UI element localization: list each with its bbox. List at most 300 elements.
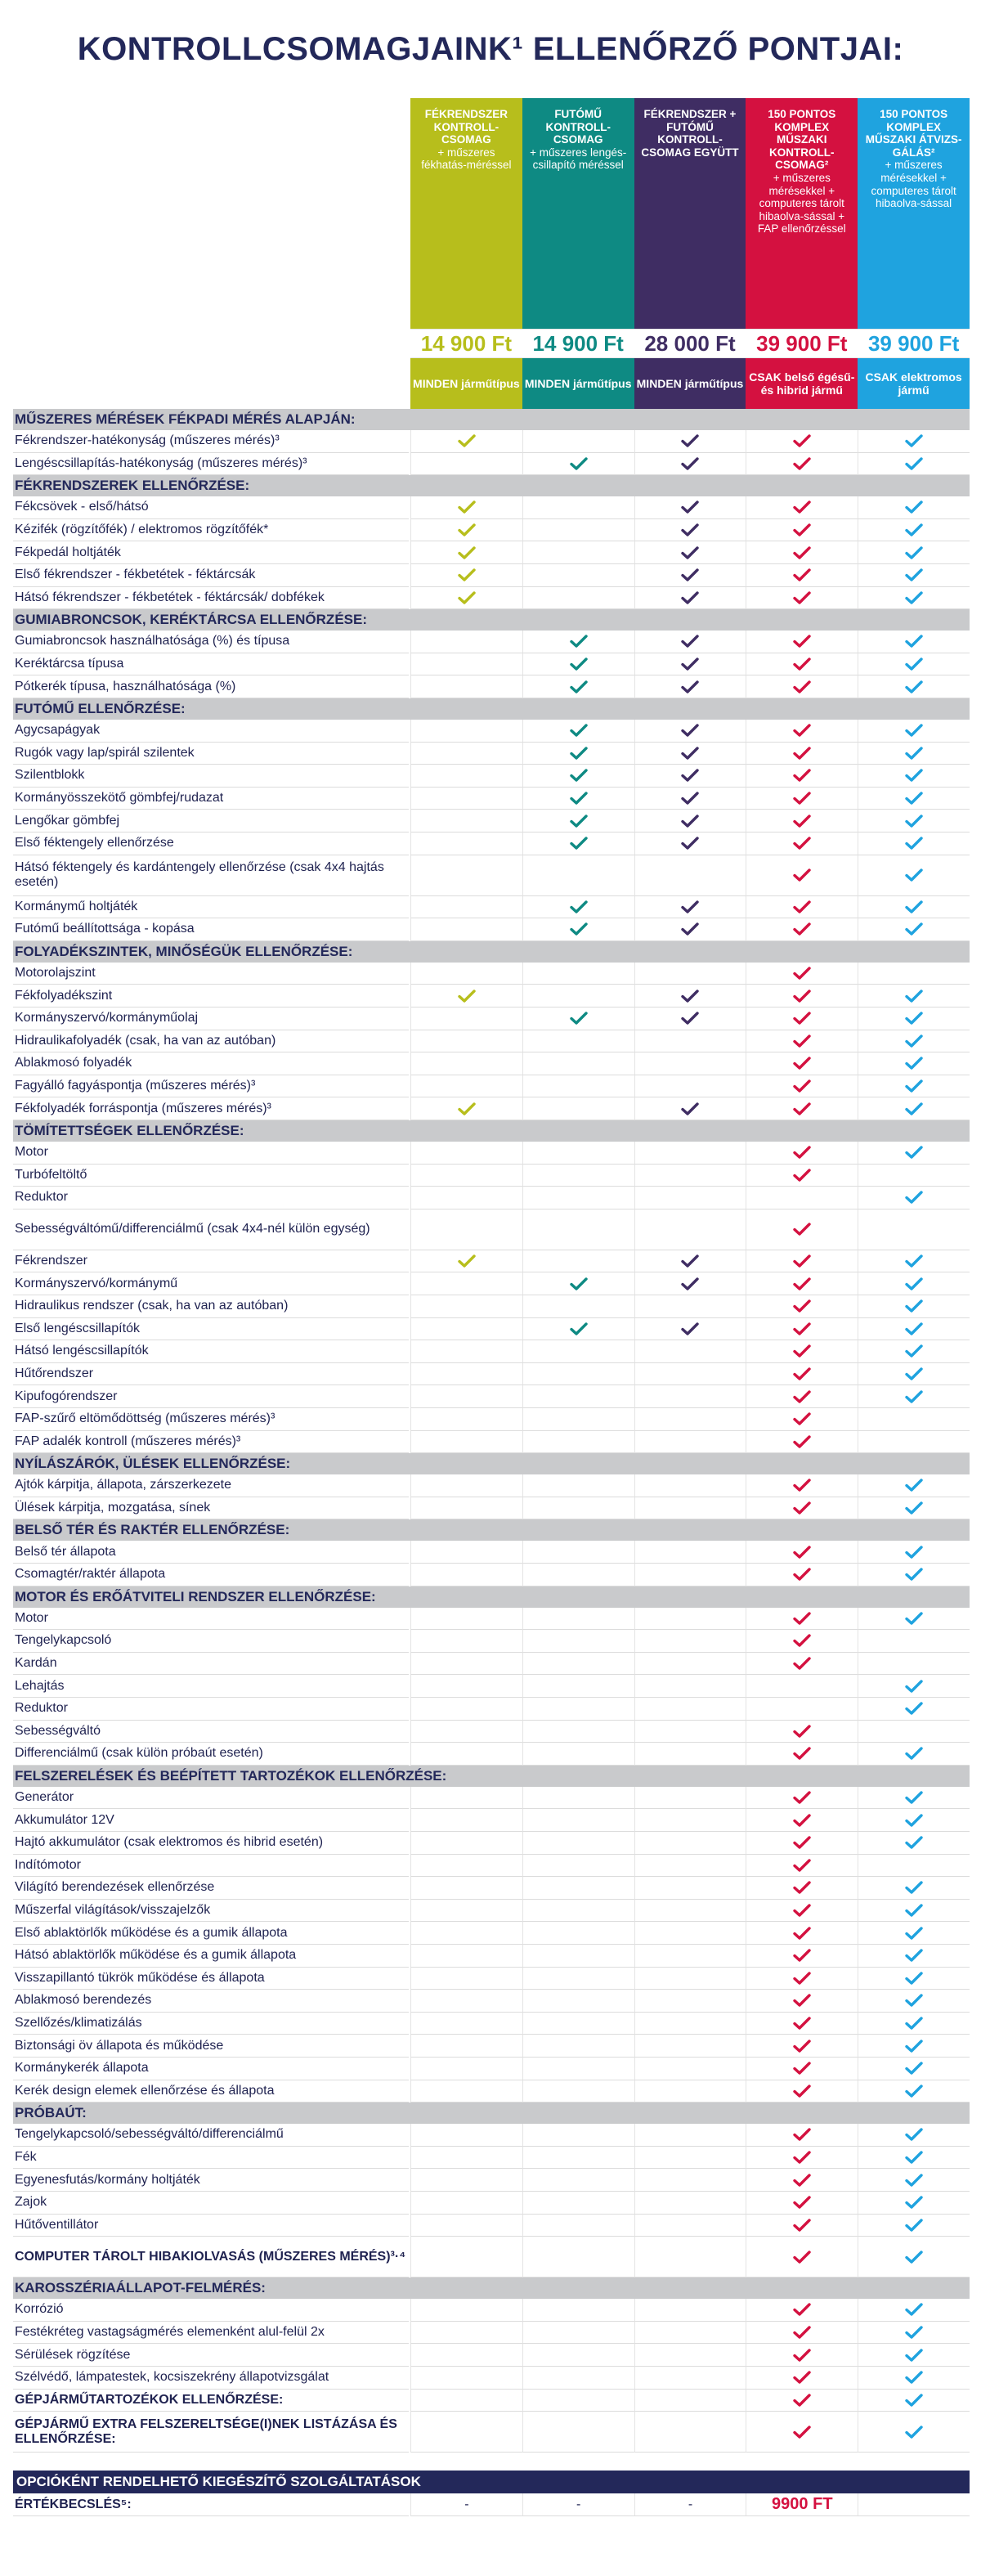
check-cell-blue [858, 2237, 970, 2278]
check-cell-blue [858, 2367, 970, 2390]
check-cell-purple [634, 1250, 746, 1273]
check-cell-purple [634, 2237, 746, 2278]
row-label-text: Csomagtér/raktér állapota [15, 1567, 166, 1582]
check-cell-teal [522, 1608, 634, 1631]
table-row-label [13, 1431, 409, 1454]
section-heading [13, 1120, 970, 1142]
check-cell-olive [410, 1165, 522, 1187]
check-cell-olive [410, 1900, 522, 1923]
row-label-text: Turbófeltöltő [15, 1167, 87, 1182]
check-cell-blue [858, 2124, 970, 2147]
checkmark-icon [681, 747, 699, 760]
checkmark-icon [458, 568, 476, 581]
check-cell-teal [522, 519, 634, 542]
check-cell-teal [522, 1743, 634, 1766]
check-cell-olive [410, 2299, 522, 2322]
check-cell-purple [634, 1541, 746, 1564]
check-cell-purple [634, 985, 746, 1008]
check-cell-red [746, 2192, 858, 2215]
check-cell-teal [522, 2344, 634, 2367]
package-target-red [746, 358, 858, 409]
check-cell-blue [858, 1497, 970, 1520]
checkmark-icon [570, 747, 588, 760]
table-row-label [13, 1340, 409, 1363]
row-label-text: Sebességváltó [15, 1723, 101, 1738]
checkmark-icon [793, 1390, 811, 1403]
check-cell-red [746, 855, 858, 896]
check-cell-olive [410, 1295, 522, 1318]
check-cell-purple [634, 631, 746, 653]
checkmark-icon [793, 657, 811, 671]
check-cell-teal [522, 2147, 634, 2170]
check-cell-blue [858, 985, 970, 1008]
checkmark-icon [905, 2219, 923, 2232]
check-cell-teal [522, 855, 634, 896]
check-cell-blue [858, 1698, 970, 1721]
check-cell-purple [634, 1340, 746, 1363]
checkmark-icon [905, 1904, 923, 1917]
checkmark-icon [681, 434, 699, 447]
checkmark-icon [905, 868, 923, 882]
checkmark-icon [793, 1568, 811, 1581]
checkmark-icon [905, 1390, 923, 1403]
check-cell-purple [634, 1653, 746, 1676]
package-features: + műszeres fékhatás-méréssel [421, 146, 512, 172]
table-row-label [13, 2322, 409, 2345]
checkmark-icon [570, 635, 588, 648]
check-cell-purple [634, 1408, 746, 1431]
check-cell-olive [410, 2147, 522, 2170]
check-cell-blue [858, 2390, 970, 2412]
check-cell-olive [410, 1142, 522, 1165]
package-header-olive [410, 98, 522, 329]
check-cell-purple [634, 788, 746, 810]
check-cell-teal [522, 675, 634, 698]
row-label-text: Hátsó féktengely és kardántengely ellenőrzése (csak 4x4 hajtás esetén) [15, 860, 384, 890]
check-cell-purple [634, 1698, 746, 1721]
check-cell-teal [522, 2169, 634, 2192]
check-cell-teal [522, 1855, 634, 1878]
checkmark-icon [905, 680, 923, 693]
checkmark-icon [681, 1102, 699, 1115]
checkmark-icon [570, 769, 588, 782]
check-cell-blue [858, 1675, 970, 1698]
check-cell-red [746, 653, 858, 676]
check-cell-purple [634, 1474, 746, 1497]
check-cell-blue [858, 1855, 970, 1878]
check-cell-blue [858, 1743, 970, 1766]
check-cell-purple [634, 1272, 746, 1295]
check-cell-purple [634, 765, 746, 788]
table-row-label [13, 1855, 409, 1878]
checkmark-icon [905, 1949, 923, 1962]
check-cell-red [746, 1990, 858, 2013]
checkmark-icon [793, 1634, 811, 1647]
valuation-value-olive [410, 2493, 522, 2516]
table-row-label [13, 453, 409, 476]
checkmark-icon [905, 1568, 923, 1581]
check-cell-red [746, 1165, 858, 1187]
table-row-label [13, 1187, 409, 1209]
check-cell-olive [410, 1385, 522, 1408]
check-cell-olive [410, 1809, 522, 1832]
checkmark-icon [793, 1546, 811, 1559]
table-row-label [13, 765, 409, 788]
table-row-label [13, 1743, 409, 1766]
section-heading [13, 1766, 970, 1787]
check-cell-teal [522, 1052, 634, 1075]
checkmark-icon [793, 2062, 811, 2075]
check-cell-red [746, 918, 858, 941]
check-cell-teal [522, 2322, 634, 2345]
row-label-text: Ülések kárpitja, mozgatása, sínek [15, 1501, 211, 1515]
check-cell-red [746, 519, 858, 542]
check-cell-teal [522, 1564, 634, 1586]
checkmark-icon [570, 922, 588, 936]
valuation-value-purple [634, 2493, 746, 2516]
table-row-label [13, 1408, 409, 1431]
check-cell-teal [522, 1030, 634, 1053]
check-cell-red [746, 1075, 858, 1098]
row-label-text: Világító berendezések ellenőrzése [15, 1880, 215, 1895]
check-cell-red [746, 1408, 858, 1431]
check-cell-blue [858, 918, 970, 941]
row-label-text: Reduktor [15, 1190, 68, 1205]
checkmark-icon [793, 568, 811, 581]
check-cell-blue [858, 2215, 970, 2237]
check-cell-red [746, 564, 858, 587]
row-label-text: Gumiabroncsok használhatósága (%) és típusa [15, 634, 290, 648]
checkmark-icon [905, 2128, 923, 2141]
check-cell-olive [410, 1698, 522, 1721]
check-cell-blue [858, 963, 970, 985]
check-cell-teal [522, 1008, 634, 1030]
check-cell-purple [634, 1945, 746, 1968]
check-cell-teal [522, 765, 634, 788]
valuation-value-blue [858, 2493, 970, 2516]
package-price-teal [522, 329, 634, 358]
check-cell-teal [522, 1832, 634, 1855]
check-cell-red [746, 1497, 858, 1520]
checkmark-icon [905, 635, 923, 648]
check-cell-purple [634, 1431, 746, 1454]
check-cell-red [746, 1968, 858, 1990]
row-label-text: Első féktengely ellenőrzése [15, 836, 174, 850]
check-cell-blue [858, 832, 970, 855]
check-cell-olive [410, 541, 522, 564]
checkmark-icon [905, 1344, 923, 1358]
table-row-label [13, 1900, 409, 1923]
check-cell-blue [858, 541, 970, 564]
check-cell-olive [410, 1497, 522, 1520]
check-cell-teal [522, 1272, 634, 1295]
check-cell-blue [858, 2344, 970, 2367]
table-row-label [13, 1698, 409, 1721]
check-cell-olive [410, 1653, 522, 1676]
check-cell-blue [858, 1630, 970, 1653]
check-cell-purple [634, 832, 746, 855]
check-cell-blue [858, 587, 970, 610]
row-label-text: Kormánymű holtjáték [15, 899, 138, 913]
row-label-text: Műszerfal világítások/visszajelzők [15, 1903, 211, 1918]
check-cell-blue [858, 2035, 970, 2058]
check-cell-olive [410, 1272, 522, 1295]
table-row-label [13, 832, 409, 855]
check-cell-purple [634, 2080, 746, 2103]
checkmark-icon [905, 2151, 923, 2164]
section-heading [13, 941, 970, 963]
check-cell-red [746, 1008, 858, 1030]
check-cell-purple [634, 1187, 746, 1209]
price-label: 28 000 Ft [644, 330, 736, 356]
check-cell-purple [634, 675, 746, 698]
row-label-text: Egyenesfutás/kormány holtjáték [15, 2172, 200, 2187]
row-label-text: Futómű beállítottsága - kopása [15, 922, 195, 936]
checkmark-icon [793, 2085, 811, 2098]
row-label-text: Kormánykerék állapota [15, 2061, 149, 2076]
price-label: 14 900 Ft [420, 330, 513, 356]
check-cell-blue [858, 1990, 970, 2013]
checkmark-icon [905, 1546, 923, 1559]
check-cell-purple [634, 2322, 746, 2345]
check-cell-blue [858, 430, 970, 453]
row-label-text: Lengőkar gömbfej [15, 813, 120, 828]
checkmark-icon [793, 2196, 811, 2209]
check-cell-olive [410, 765, 522, 788]
check-cell-purple [634, 1832, 746, 1855]
row-label-text: Kardán [15, 1656, 57, 1671]
check-cell-red [746, 1142, 858, 1165]
checkmark-icon [681, 724, 699, 737]
check-cell-olive [410, 631, 522, 653]
check-cell-blue [858, 1165, 970, 1187]
check-cell-purple [634, 1630, 746, 1653]
table-row-label [13, 1832, 409, 1855]
check-cell-olive [410, 1008, 522, 1030]
checkmark-icon [793, 1859, 811, 1872]
checkmark-icon [793, 868, 811, 882]
row-label-text: GÉPJÁRMŰ EXTRA FELSZERELTSÉGE(I)NEK LISTÁZÁSA ÉS ELLENŐRZÉSE: [15, 2417, 397, 2446]
check-cell-blue [858, 1474, 970, 1497]
section-heading [13, 609, 970, 631]
checkmark-icon [793, 1146, 811, 1159]
section-title: FUTÓMŰ ELLENŐRZÉSE: [15, 701, 186, 716]
check-cell-purple [634, 2367, 746, 2390]
check-cell-purple [634, 1564, 746, 1586]
check-cell-red [746, 1675, 858, 1698]
row-label-text: Hátsó lengéscsillapítók [15, 1344, 149, 1358]
check-cell-purple [634, 918, 746, 941]
package-target-purple [634, 358, 746, 409]
check-cell-red [746, 1855, 858, 1878]
checkmark-icon [905, 1057, 923, 1070]
package-features: + műszeres lengés-csillapító méréssel [530, 146, 627, 172]
checkmark-icon [793, 1747, 811, 1760]
checkmark-icon [570, 457, 588, 470]
check-cell-teal [522, 2390, 634, 2412]
checkmark-icon [793, 1881, 811, 1894]
row-label-text: Agycsapágyak [15, 723, 101, 738]
check-cell-purple [634, 2124, 746, 2147]
check-cell-olive [410, 1250, 522, 1273]
check-cell-teal [522, 653, 634, 676]
check-cell-teal [522, 631, 634, 653]
package-price-purple [634, 329, 746, 358]
check-cell-red [746, 675, 858, 698]
table-row-label [13, 2080, 409, 2103]
checkmark-icon [681, 546, 699, 559]
check-cell-olive [410, 587, 522, 610]
check-cell-teal [522, 541, 634, 564]
check-cell-purple [634, 810, 746, 832]
check-cell-red [746, 2237, 858, 2278]
checkmark-icon [793, 1994, 811, 2007]
checkmark-icon [793, 635, 811, 648]
check-cell-purple [634, 963, 746, 985]
target-vehicle-label: MINDEN járműtípus [636, 377, 744, 390]
check-cell-purple [634, 2013, 746, 2035]
check-cell-blue [858, 1877, 970, 1900]
check-cell-olive [410, 1787, 522, 1810]
check-cell-purple [634, 1743, 746, 1766]
check-cell-red [746, 1097, 858, 1120]
check-cell-blue [858, 1052, 970, 1075]
check-cell-red [746, 1318, 858, 1341]
check-cell-red [746, 2035, 858, 2058]
check-cell-teal [522, 1721, 634, 1744]
check-cell-teal [522, 1097, 634, 1120]
row-label-text: Hátsó ablaktörlők működése és a gumik állapota [15, 1948, 297, 1963]
check-cell-olive [410, 1945, 522, 1968]
checkmark-icon [570, 815, 588, 828]
section-title: TÖMÍTETTSÉGEK ELLENŐRZÉSE: [15, 1123, 244, 1138]
check-cell-olive [410, 2080, 522, 2103]
check-cell-purple [634, 2147, 746, 2170]
check-cell-olive [410, 1743, 522, 1766]
checkmark-icon [905, 1479, 923, 1492]
row-label-text: Fagyálló fagyáspontja (műszeres mérés)³ [15, 1079, 256, 1093]
checkmark-icon [793, 1079, 811, 1093]
checkmark-icon [905, 1299, 923, 1313]
checkmark-icon [905, 2394, 923, 2407]
check-cell-red [746, 1922, 858, 1945]
section-title: FELSZERELÉSEK ÉS BEÉPÍTETT TARTOZÉKOK ELLENŐRZÉSE: [15, 1767, 447, 1784]
check-cell-teal [522, 1541, 634, 1564]
check-cell-olive [410, 2013, 522, 2035]
check-cell-red [746, 1608, 858, 1631]
check-cell-purple [634, 587, 746, 610]
check-cell-teal [522, 1990, 634, 2013]
checkmark-icon [905, 1501, 923, 1515]
section-heading [13, 698, 970, 720]
checkmark-icon [458, 990, 476, 1003]
row-label-text: Fékfolyadék forráspontja (műszeres mérés)³ [15, 1101, 271, 1115]
checkmark-icon [905, 1034, 923, 1048]
checkmark-icon [681, 769, 699, 782]
check-cell-purple [634, 2169, 746, 2192]
checkmark-icon [793, 769, 811, 782]
table-row-label [13, 1363, 409, 1386]
checkmark-icon [905, 1680, 923, 1693]
target-vehicle-label: MINDEN járműtípus [524, 377, 632, 390]
check-cell-purple [634, 1075, 746, 1098]
checkmark-icon [905, 922, 923, 936]
checkmark-icon [793, 792, 811, 805]
check-cell-teal [522, 2124, 634, 2147]
checkmark-icon [793, 1412, 811, 1425]
valuation-value-teal [522, 2493, 634, 2516]
package-header-blue [858, 98, 970, 329]
row-label-text: Rugók vagy lap/spirál szilentek [15, 745, 195, 760]
check-cell-red [746, 1900, 858, 1923]
table-row-label [13, 810, 409, 832]
table-row-label [13, 430, 409, 453]
table-row-label [13, 2412, 409, 2453]
checkmark-icon [905, 1079, 923, 1093]
check-cell-olive [410, 810, 522, 832]
checkmark-icon [905, 2251, 923, 2264]
check-cell-blue [858, 1408, 970, 1431]
checkmark-icon [905, 2371, 923, 2384]
check-cell-olive [410, 1052, 522, 1075]
checkmark-icon [905, 1191, 923, 1204]
checkmark-icon [905, 1994, 923, 2007]
check-cell-olive [410, 1877, 522, 1900]
checkmark-icon [793, 747, 811, 760]
row-label-text: Tengelykapcsoló [15, 1633, 112, 1648]
checkmark-icon [793, 2017, 811, 2030]
check-cell-red [746, 1630, 858, 1653]
checkmark-icon [905, 990, 923, 1003]
section-heading [13, 1453, 970, 1474]
check-cell-teal [522, 1922, 634, 1945]
checkmark-icon [793, 1299, 811, 1313]
check-cell-purple [634, 1097, 746, 1120]
check-cell-blue [858, 1363, 970, 1386]
table-row-label [13, 1945, 409, 1968]
table-row-label [13, 743, 409, 765]
checkmark-icon [681, 900, 699, 913]
checkmark-icon [793, 1012, 811, 1025]
check-cell-olive [410, 788, 522, 810]
row-label-text: Zajok [15, 2195, 47, 2210]
check-cell-red [746, 1653, 858, 1676]
row-label-text: Sérülések rögzítése [15, 2347, 131, 2362]
table-row-label [13, 564, 409, 587]
check-cell-red [746, 2147, 858, 2170]
check-cell-red [746, 1052, 858, 1075]
check-cell-purple [634, 2299, 746, 2322]
package-name: FUTÓMŰ KONTROLL-CSOMAG [545, 108, 611, 146]
check-cell-teal [522, 720, 634, 743]
check-cell-purple [634, 1721, 746, 1744]
row-label-text: Visszapillantó tükrök működése és állapota [15, 1970, 265, 1985]
row-label-text: Fék [15, 2150, 37, 2165]
check-cell-purple [634, 2344, 746, 2367]
check-cell-red [746, 1340, 858, 1363]
check-cell-teal [522, 2080, 634, 2103]
check-cell-teal [522, 788, 634, 810]
table-row-label [13, 541, 409, 564]
table-row-label [13, 1142, 409, 1165]
checkmark-icon [793, 1254, 811, 1268]
check-cell-blue [858, 788, 970, 810]
checkmark-icon [905, 1747, 923, 1760]
section-title: BELSŐ TÉR ÉS RAKTÉR ELLENŐRZÉSE: [15, 1522, 290, 1538]
check-cell-red [746, 963, 858, 985]
table-row-label [13, 2215, 409, 2237]
row-label-text: Reduktor [15, 1701, 68, 1716]
